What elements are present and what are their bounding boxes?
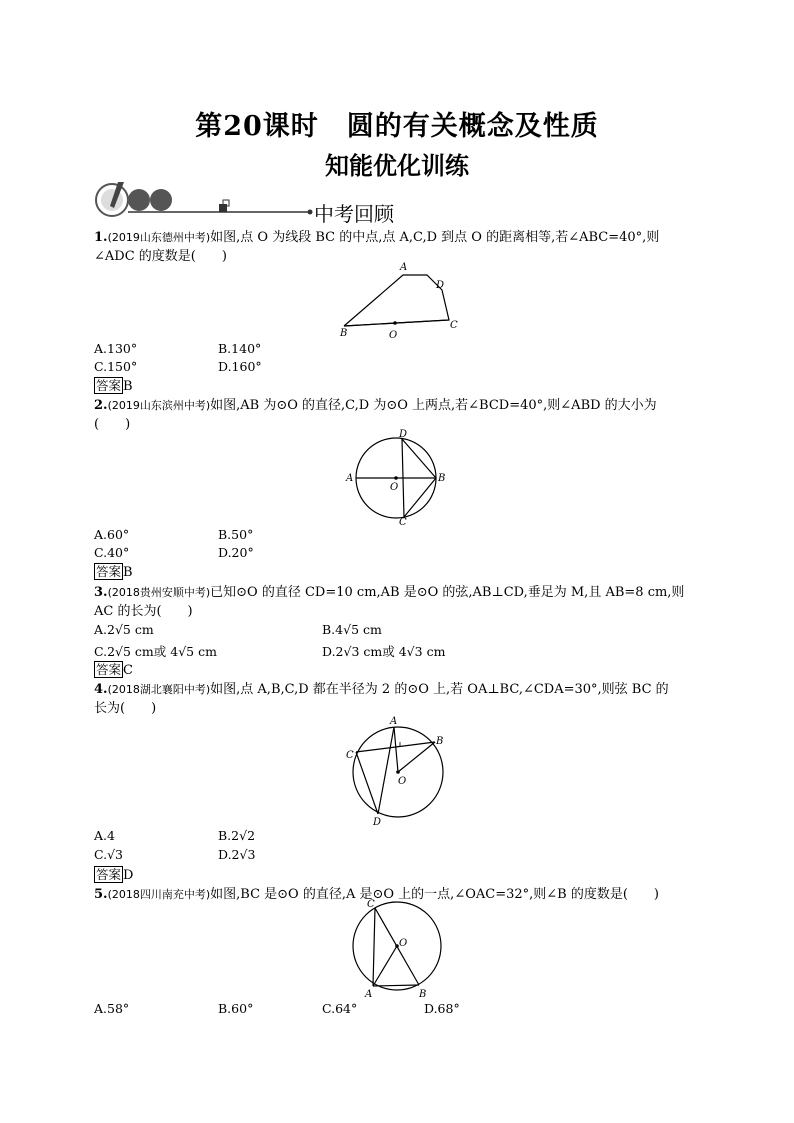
fig-label-A: A (346, 473, 354, 484)
question-text: ∠ADC 的度数是( ) (94, 249, 227, 264)
question-3 (94, 583, 704, 621)
fig-label-C: C (346, 750, 354, 761)
fig-label-C: C (399, 517, 407, 526)
question-text: 如图,BC 是⊙O 的直径,A 是⊙O 上的一点,∠OAC=32°,则∠B 的度数是( ) (210, 887, 659, 902)
option-c[interactable]: C.40° (94, 545, 130, 560)
question-number: 5. (94, 887, 108, 902)
option-d[interactable]: D.2√3 (218, 847, 256, 862)
option-c[interactable]: C.64° (322, 1001, 358, 1016)
answer-3 (94, 661, 133, 678)
section-heading: 中考回顾 (314, 202, 394, 226)
answer-value: B (123, 379, 133, 394)
option-b[interactable]: B.2√2 (218, 828, 256, 843)
option-b[interactable]: B.60° (218, 1001, 254, 1016)
fig-label-A: A (365, 989, 373, 1000)
section-banner-graphic (94, 178, 324, 222)
answer-label: 答案 (96, 662, 122, 677)
question-number: 4. (94, 682, 108, 697)
question-text: AC 的长为( ) (94, 604, 193, 619)
option-a[interactable]: A.4 (94, 828, 115, 843)
question-text: ( ) (94, 417, 131, 432)
option-c[interactable]: C.150° (94, 359, 138, 374)
banner-dot-1 (128, 189, 150, 211)
question-source: (2018四川南充中考) (107, 888, 211, 901)
fig-label-D: D (436, 280, 445, 291)
fig-label-B: B (419, 989, 427, 1000)
fig-label-D: D (399, 429, 408, 440)
figure-q4 (340, 710, 460, 830)
question-number: 3. (94, 585, 108, 600)
answer-2 (94, 563, 133, 580)
option-b[interactable]: B.4√5 cm (322, 622, 382, 637)
fig-label-O: O (398, 776, 407, 787)
figure-q1 (330, 258, 470, 342)
answer-value: B (123, 565, 133, 580)
question-text: 如图,点 O 为线段 BC 的中点,点 A,C,D 到点 O 的距离相等,若∠ABC=40°,则 (210, 230, 660, 245)
figure-q5 (345, 898, 455, 1002)
option-d[interactable]: D.160° (218, 359, 262, 374)
page-subtitle: 知能优化训练 (325, 151, 469, 180)
question-number: 2. (94, 398, 108, 413)
banner-dot-2 (150, 189, 172, 211)
fig-label-A: A (390, 716, 398, 727)
option-d[interactable]: D.2√3 cm或 4√3 cm (322, 644, 446, 659)
option-a[interactable]: A.2√5 cm (94, 622, 154, 637)
option-c[interactable]: C.√3 (94, 847, 124, 862)
fig-label-B: B (438, 473, 446, 484)
question-text: 如图,AB 为⊙O 的直径,C,D 为⊙O 上两点,若∠BCD=40°,则∠ABD 的大小为 (210, 398, 657, 413)
question-source: (2019山东滨州中考) (107, 399, 211, 412)
answer-label: 答案 (96, 378, 122, 393)
option-a[interactable]: A.60° (94, 527, 130, 542)
answer-1 (94, 377, 133, 394)
fig-label-O: O (390, 482, 399, 493)
figure-q2 (342, 426, 452, 526)
option-d[interactable]: D.68° (424, 1001, 460, 1016)
question-text: 如图,点 A,B,C,D 都在半径为 2 的⊙O 上,若 OA⊥BC,∠CDA=30°,则弦 BC 的 (210, 682, 669, 697)
question-source: (2018湖北襄阳中考) (107, 683, 211, 696)
option-c[interactable]: C.2√5 cm或 4√5 cm (94, 644, 217, 659)
fig-label-B: B (436, 736, 444, 747)
fig-label-C: C (450, 320, 458, 331)
fig-label-O: O (389, 330, 398, 341)
question-source: (2019山东德州中考) (107, 231, 211, 244)
answer-4 (94, 866, 133, 883)
question-number: 1. (94, 230, 108, 245)
answer-label: 答案 (96, 867, 122, 882)
option-a[interactable]: A.58° (94, 1001, 130, 1016)
fig-label-B: B (340, 328, 348, 339)
question-text: 长为( ) (94, 701, 157, 716)
fig-label-O: O (399, 938, 408, 949)
question-text: 已知⊙O 的直径 CD=10 cm,AB 是⊙O 的弦,AB⊥CD,垂足为 M,且 AB=8 cm,则 (210, 585, 685, 600)
answer-value: C (123, 663, 133, 678)
option-a[interactable]: A.130° (94, 341, 138, 356)
option-d[interactable]: D.20° (218, 545, 254, 560)
answer-value: D (123, 868, 134, 883)
option-b[interactable]: B.140° (218, 341, 262, 356)
question-source: (2018贵州安顺中考) (107, 586, 211, 599)
fig-label-C: C (367, 899, 375, 910)
answer-label: 答案 (96, 564, 122, 579)
fig-label-A: A (400, 262, 408, 273)
page-title: 第20课时 圆的有关概念及性质 (195, 111, 599, 142)
fig-label-D: D (373, 817, 382, 828)
option-b[interactable]: B.50° (218, 527, 254, 542)
